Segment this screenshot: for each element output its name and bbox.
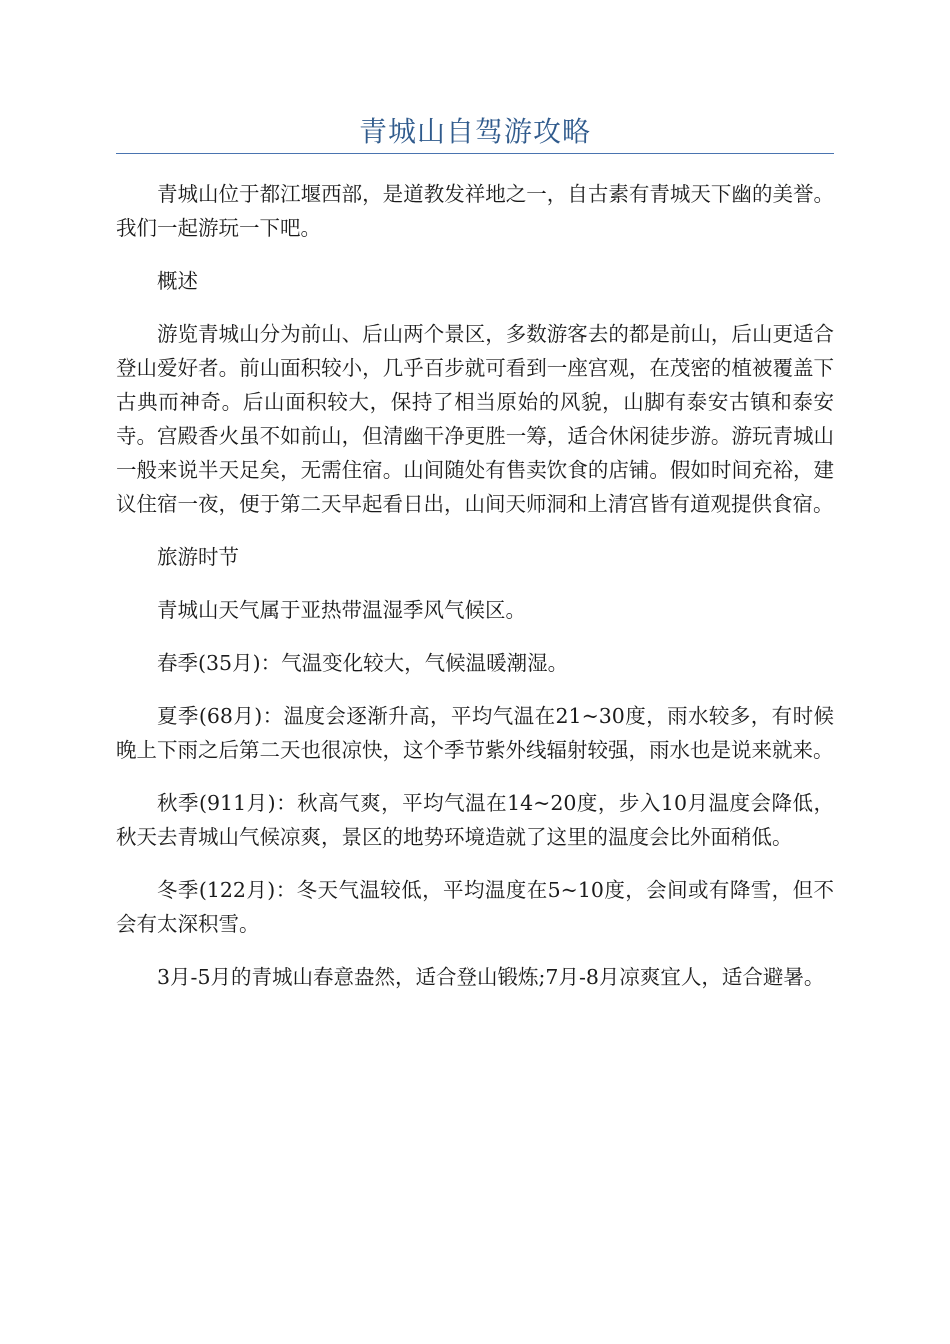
section-heading-overview: 概述 bbox=[157, 269, 198, 293]
section-heading-season: 旅游时节 bbox=[157, 545, 239, 569]
overview-paragraph: 游览青城山分为前山、后山两个景区，多数游客去的都是前山，后山更适合登山爱好者。前山面积较小，几乎百步就可看到一座宫观，在茂密的植被覆盖下古典而神奇。后山面积较大，保持了相当原始的风貌，山脚有泰安古镇和泰安寺。宫殿香火虽不如前山，但清幽干净更胜一筹，适合休闲徒步游。游玩青城山一般来说半天足矣，无需住宿。山间随处有售卖饮食的店铺。假如时间充裕，建议住宿一夜，便于第二天早起看日出，山间天师洞和上清宫皆有道观提供食宿。 bbox=[116, 322, 834, 516]
title-underline bbox=[116, 153, 834, 154]
document-body bbox=[116, 177, 834, 1013]
summer-paragraph: 夏季(68月)：温度会逐渐升高，平均气温在21~30度，雨水较多，有时候晚上下雨之后第二天也很凉快，这个季节紫外线辐射较强，雨水也是说来就来。 bbox=[116, 704, 834, 762]
winter-paragraph: 冬季(122月)：冬天气温较低，平均温度在5~10度，会间或有降雪，但不会有太深积雪。 bbox=[116, 878, 834, 936]
autumn-paragraph: 秋季(911月)：秋高气爽，平均气温在14~20度，步入10月温度会降低，秋天去青城山气候凉爽，景区的地势环境造就了这里的温度会比外面稍低。 bbox=[116, 791, 834, 849]
recommendation-paragraph: 3月-5月的青城山春意盎然，适合登山锻炼;7月-8月凉爽宜人，适合避暑。 bbox=[157, 965, 825, 989]
document-title: 青城山自驾游攻略 bbox=[358, 115, 591, 148]
climate-paragraph: 青城山天气属于亚热带温湿季风气候区。 bbox=[157, 598, 526, 622]
spring-paragraph: 春季(35月)：气温变化较大，气候温暖潮湿。 bbox=[157, 651, 569, 675]
intro-paragraph: 青城山位于都江堰西部，是道教发祥地之一，自古素有青城天下幽的美誉。我们一起游玩一下吧。 bbox=[116, 182, 834, 240]
